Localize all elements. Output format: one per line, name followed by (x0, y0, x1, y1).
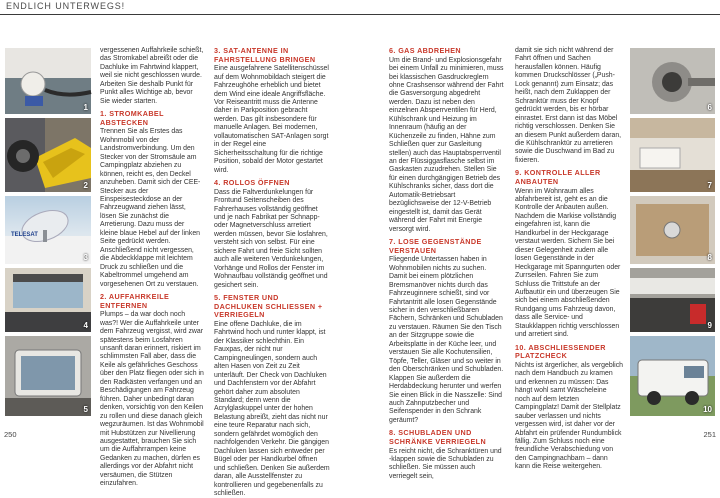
sat-antenna-illustration (5, 196, 91, 264)
photo-5 (5, 336, 91, 416)
photo-number: 8 (707, 253, 712, 262)
roof-hatch-illustration (5, 336, 91, 416)
text-column-4 (515, 47, 623, 471)
ramps-illustration (5, 118, 91, 192)
heading-9: 9. KONTROLLE ALLER ANBAUTEN (515, 168, 601, 186)
cab-blinds-illustration (5, 268, 91, 332)
photo-number: 9 (707, 321, 712, 330)
page-number-right: 251 (703, 430, 716, 439)
cabinet-lock-illustration (630, 196, 715, 264)
intro-paragraph: vergessenen Auffahrkeile schießt, das Stromkabel abreißt oder die Dachluke im Fahrtwind klappert, weil sie nicht geschlossen wurde. Arbeiten Sie deshalb Punkt für Punkt alles Wichtige ab, bevor Sie wieder starten. (100, 47, 204, 105)
photo-number: 4 (83, 321, 88, 330)
text-column-1 (100, 47, 204, 488)
heading-8: 8. SCHUBLADEN UND SCHRÄNKE VERRIEGELN (389, 428, 487, 446)
photo-10 (630, 336, 715, 416)
heading-3: 3. SAT-ANTENNE IN FAHRSTELLUNG BRINGEN (214, 46, 316, 64)
power-socket-illustration (5, 48, 91, 114)
page-header (0, 0, 720, 14)
kitchen-illustration (630, 118, 715, 192)
photo-2 (5, 118, 91, 192)
section-5-text: Eine offene Dachluke, die im Fahrtwind hoch und runter klappt, ist der Klassiker schlechthin. Ein Fauxpas, der nicht nur Campingneulingen, sondern auch alten Hasen von Zeit zu Zeit unterläuft. Der Check von Dachluken und Dachfenstern vor der Abfahrt gehört daher zum absoluten Standard; denn wenn die Acrylglaskuppel unter der hohen Belastung abreißt, zieht das nicht nur eine teure Reparatur nach sich, sondern gefährdet womöglich den nachfolgenden Verkehr. Die gängigen Dachluken lassen sich entweder per Bügel oder per Handkurbel öffnen und schließen. Denken Sie außerdem daran, alle Ausstellfenster zu kontrollieren und gegebenenfalls zu schließen. (214, 320, 330, 497)
photo-number: 5 (83, 405, 88, 414)
photo-3 (5, 196, 91, 264)
photo-number: 6 (707, 103, 712, 112)
header-rule (0, 14, 720, 15)
section-2-text: Plumps – da war doch noch was?! Wer die Auffahrkeile unter dem Fahrzeug vergisst, wird zwar spätestens beim Losfahren unsanft daran erinnert, riskiert im schlimmsten Fall aber, dass die Keile als gefährliches Geschoss über den Platz fliegen oder sich in den Radkästen verfangen und an Beschädigungen am Fahrzeug führen. Daher unbedingt daran denken, vorsichtig von den Keilen zu rollen und diese danach gleich wegzuräumen. Ist das Wohnmobil mit Hubstützen zur Nivellierung ausgestattet, brauchen Sie sich um die Auffahrrampen keine Gedanken zu machen, dürfen es allerdings vor der Abfahrt nicht versäumen, die Stützen einzufahren. (100, 311, 204, 488)
section-4-text: Dass die Faltverdunkelungen für Frontund Seitenscheiben des Fahrerhauses vollständig geöffnet und je nach Fabrikat per Schnapp- oder Magnetverschluss arretiert werden müssen, bevor Sie losfahren, versteht sich von selbst. Für eine sichere Fahrt und freie Sicht sollten auch alle weiteren Verdunkelungen, Vorhänge und Rollos der Fenster im Wohnaufbau vollständig geöffnet und gesichert sein. (214, 188, 328, 289)
heading-4: 4. ROLLOS ÖFFNEN (214, 178, 290, 188)
photo-6 (630, 48, 715, 114)
photo-number: 7 (707, 181, 712, 190)
gas-valve-illustration (630, 48, 715, 114)
photo-8 (630, 196, 715, 264)
section-7-text: Fliegende Untertassen haben in Wohnmobilen nichts zu suchen. Damit bei einem plötzlichen Bremsmanöver nichts durch das Fahrzeuginnere schießt, sind vor Fahrtantritt alle losen Gegenstände sicher in den verschließbaren Fächern, Schränken und Schubladen zu verstauen. Räumen Sie den Tisch an der Sitzgruppe sowie die Arbeitsplatte in der Küche leer, und verstauen Sie alle Kochutensilien, Töpfe, Teller, Gläser und so weiter in den Oberschränken und Schubladen. Klappen Sie außerdem die Herdabdeckung herunter und werfen Sie einen Blick in die Nasszelle: Sind auch Zahnputzbecher und Seifenspender in den Schrank geräumt? (389, 256, 504, 424)
section-9-text: Wenn im Wohnraum alles abfahrbereit ist, geht es an die Kontrolle der Anbauten außen. Nachdem die Markise vollständig eingefahren ist, kann die Handkurbel in der Heckgarage verstaut werden. Sichern Sie bei dieser Gelegenheit zudem alle losen Gegenstände in der Heckgarage mit Spanngurten oder Zurrseilen. Fahren Sie zum Schluss die Trittstufe an der Aufbautür ein und überzeugen Sie sich bei einem abschließenden Rundgang ums Fahrzeug davon, dass alle Service- und Staukklappen richtig verschlossen und arretiert sind. (515, 187, 621, 339)
photo-7 (630, 118, 715, 192)
text-column-2 (214, 46, 330, 497)
intro-paragraph-right: damit sie sich nicht während der Fahrt öffnen und Sachen herausfallen können. Häufig kommen Druckschlösser („Push-Lock genannt) zum Einsatz; das heißt, nach dem Zuklappen der Schranktür muss der Knopf gedrückt werden, bis er hörbar einrastet. Erst dann ist das Möbel richtig verschlossen. Denken Sie an diesem Punkt außerdem daran, die Kühlschranktür zu arretieren sowie die Duschwand im Bad zu fixieren. (515, 47, 622, 164)
photo-number: 2 (83, 181, 88, 190)
photo-4 (5, 268, 91, 332)
photo-number: 3 (83, 253, 88, 262)
heading-2: 2. AUFFAHRKEILE ENTFERNEN (100, 291, 170, 310)
text-column-3 (389, 46, 505, 480)
heading-10: 10. ABSCHLIESSENDER PLATZCHECK (515, 342, 606, 361)
heading-6: 6. GAS ABDREHEN (389, 46, 462, 55)
photo-9 (630, 268, 715, 332)
page-number-left: 250 (4, 430, 17, 439)
section-10-text: Nichts ist ärgerlicher, als vergeblich nach dem Handbuch zu kramen und erkennen zu müssen: Das hängt wohl samt Wäscheleine noch auf dem letzten Campingplatz! Damit der Stellplatz sauber verlassen und nichts vergessen wird, ist daher vor der Abfahrt ein prüfender Rundumblick fällig. Zum Schluss noch eine freundliche Verabschiedung von den Campingnachbarn – dann kann die Reise weitergehen. (515, 361, 623, 471)
section-3-text: Eine ausgefahrene Satellitenschüssel auf dem Wohnmobildach steigert die Fahrzeughöhe erheblich und bietet dem Wind eine ideale Angriffsfläche. Vor Reiseantritt muss die Antenne daher in Parkposition gebracht werden. Das gilt insbesondere für manuelle Anlagen. Bei modernen, vollautomatischen SAT-Anlagen sorgt in der Regel eine Sicherheitsschaltung für die richtige Position, sobald der Motor gestartet wird. (214, 65, 329, 174)
photo-number: 10 (703, 405, 712, 414)
section-6-text: Um die Brand- und Explosionsgefahr bei einem Unfall zu minimieren, muss bei klassischen Gasdruckreglern ohne Crashsensor während der Fahrt die Gasversorgung abgedreht werden. Dazu ist neben den einzelnen Absperrventilen für Herd, Kühlschrank und Heizung im Innenraum (häufig an der Küchenzeile zu finden, Hähne zum Schließen quer zur Gasleitung stellen) auch das Hauptabsperrventil an der Flüssiggasflasche selbst im Gaskasten zuzudrehen. Stellen Sie für einen durchgängigen Betrieb des Kühlschranks sicher, dass dort die Automatik-Betriebsart bezüglichsweise der 12-V-Betrieb eingestellt ist, damit das Gerät während der Fahrt mit Energie versorgt wird. (389, 56, 504, 233)
heading-5: 5. FENSTER UND DACHLUKEN SCHLIESSEN + VERRIEGELN (214, 293, 323, 320)
photo-number: 1 (83, 103, 88, 112)
photo-1 (5, 48, 91, 114)
section-title: ENDLICH UNTERWEGS! (6, 1, 126, 11)
heading-1: 1. STROMKABEL ABSTECKEN (100, 109, 164, 127)
section-1-text: Trennen Sie als Erstes das Wohnmobil von der Landstromverbindung. Um den Stecker von der Stromsäule am Campingplatz abziehen zu können, reicht es, den Deckel anzuheben. Damit sich der CEE-Stecker aus der Einspeisesteckdose an der Fahrzeugwand ziehen lässt, lösen Sie zunächst die Arretierung. Dazu muss der kleine blaue Hebel auf der linken Seite gedrückt werden. Anschließend nicht vergessen, die Abdeckklappe mit leichtem Druck zu schließen und die Kabeltrommel umgehend am vorgesehenen Ort zu verstauen. (100, 128, 201, 288)
heading-7: 7. LOSE GEGENSTÄNDE VERSTAUEN (389, 237, 482, 255)
awning-illustration (630, 268, 715, 332)
section-8-text: Es reicht nicht, die Schranktüren und -klappen sowie die Schubladen zu schließen. Sie müssen auch verriegelt sein, (389, 447, 502, 480)
motorhome-illustration (630, 336, 715, 416)
telesat-logo-text: TELESAT (11, 232, 38, 238)
